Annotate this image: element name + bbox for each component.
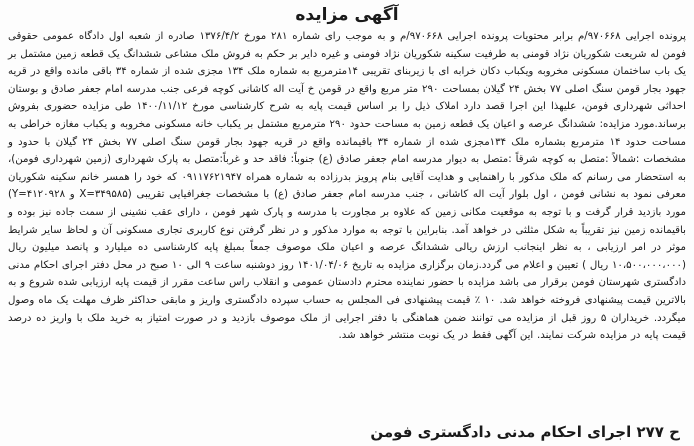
notice-footer: ح ۲۷۷ اجرای احکام مدنی دادگستری فومن [370,423,680,441]
notice-title: آگهی مزایده [295,5,399,25]
notice-body: پرونده اجرایی ۹۷۰۶۶۸/م برابر محتویات پرونده اجرایی ۹۷۰۶۶۸/م و به موجب رای شماره ۲۸۱ مورخ ۱۳۷۶/۴/۲ صادره از شعبه اول دادگاه عمومی حقوقی فومن له شریعت شکوریان نژاد قومنی به طرفیت سکینه شکوریان نژاد فومنی و غیره دایر بر حکم به فروش ملک مشاعی ششدانگ یک قطعه زمین مشتمل بر یک باب ساختمان مسکونی مخروبه ویکباب دکان خرابه ای با زیربنای تقریبی ۱۴مترمربع به شماره ملک ۱۳۴ مجزی شده از شماره ۳۴ باقی مانده واقع در قریه جهود بجار قومن سنگ اصلی ۷۷ بخش ۲۴ گیلان بمساحت ۲۹۰ متر مربع واقع در قومن خ آیت اله کاشانی کوچه فرعی جنب مدرسه امام جعفر صادق و بوستان احداثی شهرداری فومن، علیهذا این اجرا قصد دارد املاک ذیل را بر اساس قیمت پایه به شرح کارشناسی مورخ ۱۴۰۰/۱۱/۱۲ طی مزایده حضوری بفروش برساند.مورد مزایده: ششدانگ عرصه و اعیان یک قطعه زمین به مساحت حدود ۲۹۰ مترمربع مشتمل بر یکباب خانه مسکونی مخروبه و یکباب مغازه خراطی به مساحت حدود ۱۴ مترمربع بشماره ملک ۱۳۴مجزی شده از شماره ۳۴ باقیمانده واقع در قریه جهود بجار قومن سنگ اصلی ۷۷ بخش ۲۴ گیلان با حدود و مشخصات :شمالاً :متصل به کوچه شرقاً :متصل به دیوار مدرسه امام جعفر صادق (ع) جنوباً: فاقد حد و غرباً:متصل به پارک شهرداری (زمین شهرداری فومن)، به استحضار می رسانم که ملک مذکور با راهنمایی و هدایت آقایی بنام پرویز بدرزاده به شماره همراه ۰۹۱۱۷۶۲۱۹۴۷ که خود را همسر خانم سکینه شکوریان معرفی نمود به نشانی فومن ، اول بلوار آیت اله کاشانی ، جنب مدرسه امام جعفر صادق (ع) با مشخصات جغرافیایی تقریبی (X=۳۴۹۵۸۵ و Y=۴۱۲۰۹۲۸) مورد بازدید قرار گرفت و با توجه به موقعیت مکانی زمین که علاوه بر مجاورت با مدرسه و پارک شهر فومن ، دارای عقب نشینی از سمت جاده نیز بوده و باقیمانده زمین نیز تقریباً به شکل مثلثی در خواهد آمد. بنابراین با توجه به موارد مذکور و در نظر گرفتن نوع کاربری تجاری مسکونی آن و لحاظ سایر شرایط موثر در امر ارزیابی ، به نظر اینجانب ارزش ریالی ششدانگ عرصه و اعیان ملک موصوف جمعاً بمبلغ پایه کارشناسی ده میلیارد و پانصد میلیون ریال (۱۰،۵۰۰،۰۰۰،۰۰۰ ریال ) تعیین و اعلام می گردد.زمان برگزاری مزایده به تاریخ ۱۴۰۱/۰۴/۰۶ روز دوشنبه ساعت ۹ الی ۱۰ صبح در محل دفتر اجرای احکام مدنی دادگستری شهرستان فومن برقرار می باشد مزایده با حضور نماینده محترم دادستان عمومی و انقلاب راس ساعت مقرر از قیمت پایه ارزیابی شده شروع و به بالاترین قیمت پیشنهادی فروخته خواهد شد. ۱۰ ٪ قیمت پیشنهادی فی المجلس به حساب سپرده دادگستری واریز و مابقی حداکثر ظرف مهلت یک ماه وصول میگردد. خریداران ۵ روز قبل از مزایده می توانند ضمن هماهنگی با دفتر اجرایی از ملک موصوف بازدید و در صورت امتیاز به خرید ملک با واریز ده درصد قیمت پایه در مزایده شرکت نمایند. این آگهی فقط در یک نوبت منتشر خواهد شد. [8,31,687,342]
